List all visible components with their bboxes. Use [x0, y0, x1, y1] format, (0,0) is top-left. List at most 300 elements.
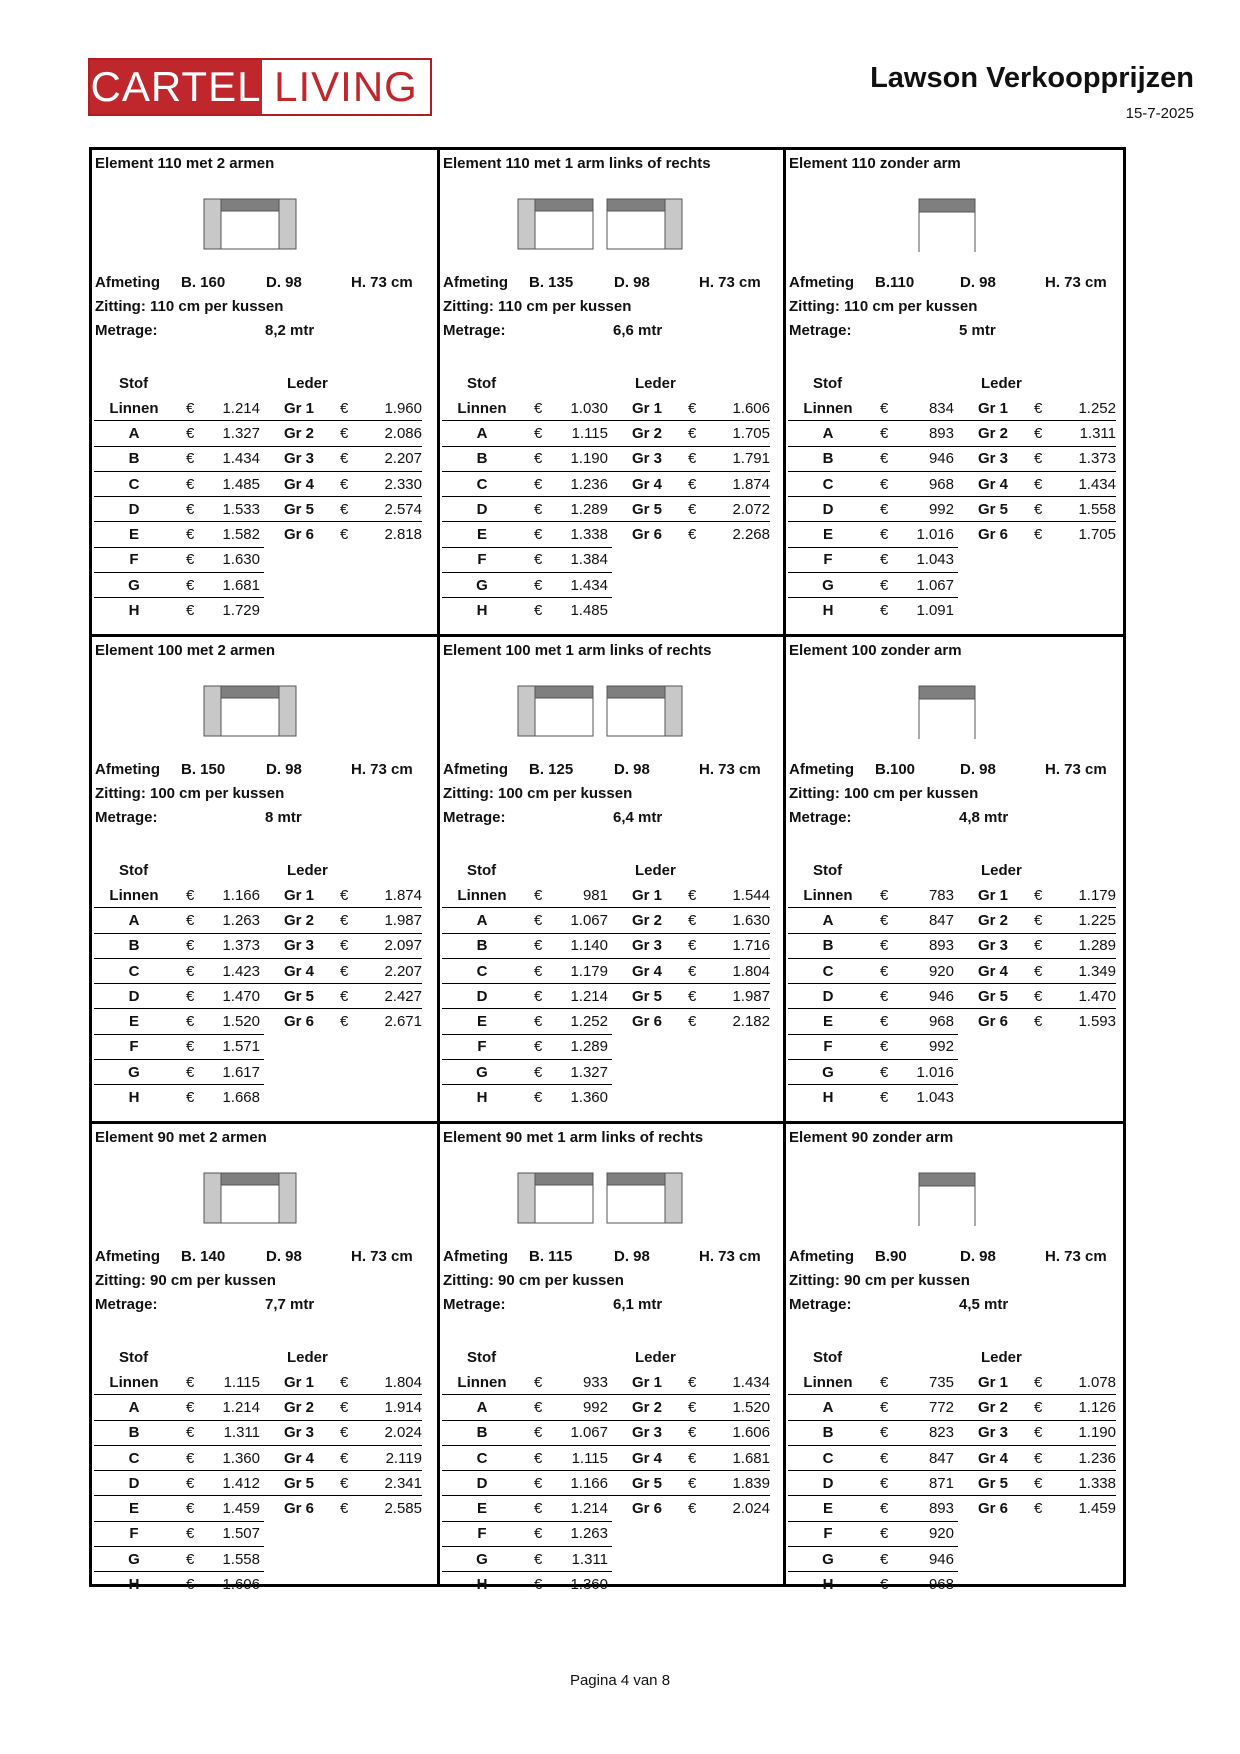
fabric-length-label: Metrage: — [789, 809, 852, 826]
fabric-price: 968 — [902, 1572, 958, 1597]
leather-price: 1.914 — [370, 1395, 422, 1420]
table-row — [442, 598, 770, 623]
right-arm-shape — [279, 199, 296, 249]
seat-label: Zitting: — [789, 1272, 840, 1289]
empty-cell — [682, 1572, 718, 1597]
fabric-price: 1.067 — [556, 1420, 612, 1445]
fabric-group-label: H — [442, 1572, 522, 1597]
fabric-price: 1.434 — [208, 446, 264, 471]
empty-cell — [612, 573, 682, 598]
fabric-group-label: G — [788, 1060, 868, 1085]
seat-row — [789, 298, 977, 315]
fabric-length-row — [95, 809, 435, 829]
leather-price: 1.874 — [718, 471, 770, 496]
empty-cell — [718, 1521, 770, 1546]
currency-symbol: € — [174, 1085, 208, 1110]
right-arm-shape — [665, 1173, 682, 1223]
empty-cell — [682, 598, 718, 623]
seat-row — [95, 785, 284, 802]
currency-symbol: € — [334, 446, 370, 471]
currency-symbol: € — [868, 421, 902, 446]
dimensions-row — [443, 761, 781, 781]
dimensions-row — [95, 274, 435, 294]
seat-label: Zitting: — [443, 298, 494, 315]
currency-symbol: € — [174, 1009, 208, 1034]
leather-group-label: Gr 3 — [958, 933, 1028, 958]
leather-price: 2.330 — [370, 471, 422, 496]
table-row — [94, 984, 422, 1009]
fabric-header: Stof — [467, 375, 497, 392]
sofa-element-diagram — [786, 1164, 1123, 1226]
currency-symbol: € — [522, 547, 556, 572]
dimensions-row — [789, 761, 1118, 781]
table-row — [442, 1496, 770, 1521]
leather-price: 1.804 — [384, 1373, 422, 1391]
currency-symbol: € — [868, 1547, 902, 1572]
leather-price: 1.289 — [1064, 933, 1116, 958]
empty-cell — [612, 1085, 682, 1110]
seat-value: 100 cm per kussen — [149, 785, 285, 802]
currency-symbol: € — [334, 958, 370, 983]
currency-symbol: € — [868, 1395, 902, 1420]
product-title: Element 100 met 2 armen — [95, 642, 276, 659]
empty-cell — [682, 1521, 718, 1546]
table-row — [94, 522, 422, 547]
leather-group-label: Gr 4 — [612, 1445, 682, 1470]
fabric-group-label: H — [94, 1085, 174, 1110]
left-arm-shape — [518, 1173, 535, 1223]
price-table — [442, 396, 770, 623]
backrest-shape — [919, 686, 975, 699]
height-value: H. 73 cm — [351, 761, 413, 778]
fabric-price: 946 — [902, 984, 958, 1009]
leather-group-label: Gr 4 — [264, 471, 334, 496]
fabric-price: 1.423 — [208, 958, 264, 983]
table-row — [94, 598, 422, 623]
currency-symbol: € — [334, 984, 370, 1009]
leather-price: 1.791 — [718, 446, 770, 471]
leather-price: 2.207 — [370, 446, 422, 471]
fabric-group-label: E — [442, 522, 522, 547]
fabric-group-label: C — [442, 471, 522, 496]
currency-symbol: € — [522, 497, 556, 522]
currency-symbol: € — [340, 886, 349, 904]
brand-logo — [88, 58, 432, 116]
backrest-shape — [607, 199, 665, 211]
fabric-group-label: G — [442, 573, 522, 598]
empty-cell — [958, 1547, 1028, 1572]
product-title: Element 100 zonder arm — [789, 642, 962, 659]
seat-value: 100 cm per kussen — [843, 785, 979, 802]
width-value: B.90 — [875, 1248, 907, 1265]
leather-price: 1.459 — [1064, 1496, 1116, 1521]
currency-symbol: € — [174, 1060, 208, 1085]
currency-symbol: € — [682, 1445, 718, 1470]
price-grid — [89, 147, 1126, 1594]
currency-symbol: € — [1028, 421, 1064, 446]
leather-group-label: Gr 2 — [958, 421, 1028, 446]
dimensions-label: Afmeting — [443, 761, 508, 778]
fabric-price: 893 — [902, 1496, 958, 1521]
fabric-group-label: A — [94, 421, 174, 446]
currency-symbol: € — [1034, 1373, 1043, 1391]
fabric-group-label: E — [788, 522, 868, 547]
product-cell — [786, 1124, 1123, 1594]
fabric-group-label: C — [94, 471, 174, 496]
currency-symbol: € — [682, 497, 718, 522]
dimensions-label: Afmeting — [95, 761, 160, 778]
currency-symbol: € — [868, 1034, 902, 1059]
leather-group-label: Gr 4 — [958, 958, 1028, 983]
fabric-price: 783 — [928, 886, 954, 904]
fabric-length-value: 4,5 mtr — [959, 1296, 1009, 1313]
fabric-price: 1.485 — [556, 598, 612, 623]
leather-group-label: Gr 1 — [631, 886, 662, 904]
dimensions-label: Afmeting — [443, 1248, 508, 1265]
empty-cell — [682, 573, 718, 598]
leather-group-label: Gr 6 — [958, 522, 1028, 547]
leather-price: 1.606 — [732, 399, 770, 417]
empty-cell — [370, 598, 422, 623]
currency-symbol: € — [868, 958, 902, 983]
currency-symbol: € — [1028, 1445, 1064, 1470]
fabric-group-label: A — [442, 421, 522, 446]
dimensions-row — [789, 1248, 1118, 1268]
leather-price: 2.585 — [370, 1496, 422, 1521]
leather-price: 1.236 — [1064, 1445, 1116, 1470]
seat-label: Zitting: — [443, 1272, 494, 1289]
dimensions-label: Afmeting — [95, 274, 160, 291]
product-cell — [440, 637, 786, 1124]
fabric-price: 1.236 — [556, 471, 612, 496]
table-row — [788, 1445, 1116, 1470]
dimensions-row — [95, 761, 435, 781]
empty-cell — [1028, 1572, 1064, 1597]
currency-symbol: € — [522, 522, 556, 547]
backrest-shape — [535, 1173, 593, 1185]
empty-cell — [958, 573, 1028, 598]
leather-price: 1.434 — [1064, 471, 1116, 496]
fabric-group-label: A — [788, 1395, 868, 1420]
fabric-group-label: B — [442, 446, 522, 471]
leather-group-label: Gr 1 — [631, 1373, 662, 1391]
fabric-group-label: G — [442, 1060, 522, 1085]
fabric-price: 1.214 — [556, 1496, 612, 1521]
fabric-price: 1.412 — [208, 1471, 264, 1496]
product-cell — [440, 1124, 786, 1594]
fabric-price: 1.214 — [556, 984, 612, 1009]
empty-cell — [334, 1060, 370, 1085]
fabric-price: 1.115 — [556, 1445, 612, 1470]
currency-symbol: € — [522, 1445, 556, 1470]
brand-logo-right: LIVING — [262, 60, 430, 114]
fabric-price: 1.067 — [902, 573, 958, 598]
right-arm-shape — [665, 686, 682, 736]
currency-symbol: € — [868, 933, 902, 958]
empty-cell — [682, 1085, 718, 1110]
table-row — [788, 1034, 1116, 1059]
width-value: B.110 — [875, 274, 915, 291]
left-arm-shape — [204, 1173, 221, 1223]
product-title: Element 90 zonder arm — [789, 1129, 954, 1146]
empty-cell — [958, 547, 1028, 572]
currency-symbol: € — [1028, 471, 1064, 496]
fabric-price: 1.459 — [208, 1496, 264, 1521]
dimensions-label: Afmeting — [789, 274, 854, 291]
fabric-price: 1.558 — [208, 1547, 264, 1572]
table-row — [94, 1521, 422, 1546]
currency-symbol: € — [868, 1060, 902, 1085]
seat-row — [443, 298, 631, 315]
page-number: Pagina 4 van 8 — [569, 1672, 671, 1689]
brand-logo-left: CARTEL — [90, 60, 262, 114]
leather-group-label: Gr 5 — [264, 984, 334, 1009]
fabric-group-label: Linnen — [109, 399, 159, 417]
empty-cell — [334, 1572, 370, 1597]
fabric-group-label: E — [442, 1009, 522, 1034]
depth-value: D. 98 — [266, 1248, 302, 1265]
table-row — [94, 1547, 422, 1572]
leather-group-label: Gr 5 — [264, 1471, 334, 1496]
product-title: Element 110 met 2 armen — [95, 155, 275, 172]
fabric-header: Stof — [813, 375, 843, 392]
fabric-header: Stof — [119, 1349, 149, 1366]
fabric-group-label: E — [788, 1009, 868, 1034]
currency-symbol: € — [1028, 1471, 1064, 1496]
table-row — [442, 396, 770, 421]
table-row — [94, 883, 422, 908]
right-arm-shape — [665, 199, 682, 249]
fabric-length-value: 6,6 mtr — [613, 322, 663, 339]
leather-group-label: Gr 5 — [612, 984, 682, 1009]
leather-price: 2.427 — [370, 984, 422, 1009]
empty-cell — [718, 547, 770, 572]
table-row — [94, 958, 422, 983]
dimensions-row — [443, 274, 781, 294]
table-row — [788, 1496, 1116, 1521]
height-value: H. 73 cm — [351, 1248, 413, 1265]
dimensions-label: Afmeting — [789, 761, 854, 778]
leather-group-label: Gr 6 — [612, 522, 682, 547]
leather-price: 1.190 — [1064, 1420, 1116, 1445]
leather-price: 1.078 — [1078, 1373, 1116, 1391]
fabric-group-label: F — [94, 1034, 174, 1059]
empty-cell — [264, 1034, 334, 1059]
table-row — [94, 446, 422, 471]
fabric-group-label: B — [788, 446, 868, 471]
fabric-group-label: B — [94, 1420, 174, 1445]
currency-symbol: € — [174, 446, 208, 471]
table-row — [94, 573, 422, 598]
fabric-group-label: D — [442, 984, 522, 1009]
table-row — [94, 1471, 422, 1496]
fabric-price: 992 — [556, 1395, 612, 1420]
fabric-price: 1.289 — [556, 1034, 612, 1059]
seat-row — [443, 1272, 624, 1289]
empty-cell — [612, 1521, 682, 1546]
seat-row — [95, 298, 283, 315]
currency-symbol: € — [174, 984, 208, 1009]
price-table — [94, 396, 422, 623]
fabric-group-label: F — [788, 1034, 868, 1059]
leather-group-label: Gr 3 — [264, 1420, 334, 1445]
currency-symbol: € — [522, 1060, 556, 1085]
fabric-group-label: D — [788, 497, 868, 522]
currency-symbol: € — [522, 1496, 556, 1521]
empty-cell — [1064, 598, 1116, 623]
currency-symbol: € — [868, 446, 902, 471]
leather-group-label: Gr 2 — [612, 421, 682, 446]
left-arm-shape — [518, 686, 535, 736]
leather-group-label: Gr 1 — [283, 1373, 314, 1391]
currency-symbol: € — [522, 1085, 556, 1110]
table-row — [442, 1370, 770, 1395]
left-arm-shape — [204, 199, 221, 249]
width-value: B. 115 — [529, 1248, 573, 1265]
currency-symbol: € — [1028, 1420, 1064, 1445]
depth-value: D. 98 — [960, 1248, 996, 1265]
table-row — [788, 1370, 1116, 1395]
fabric-price: 1.263 — [556, 1521, 612, 1546]
fabric-group-label: F — [442, 1034, 522, 1059]
product-title: Element 90 met 1 arm links of rechts — [443, 1129, 704, 1146]
fabric-price: 1.327 — [208, 421, 264, 446]
fabric-price: 933 — [582, 1373, 608, 1391]
width-value: B. 150 — [181, 761, 226, 778]
currency-symbol: € — [522, 598, 556, 623]
currency-symbol: € — [1028, 446, 1064, 471]
fabric-group-label: A — [94, 1395, 174, 1420]
backrest-shape — [607, 1173, 665, 1185]
fabric-price: 1.016 — [902, 522, 958, 547]
leather-price: 1.874 — [384, 886, 422, 904]
fabric-group-label: Linnen — [457, 1373, 507, 1391]
empty-cell — [718, 1060, 770, 1085]
currency-symbol: € — [868, 471, 902, 496]
table-row — [442, 1471, 770, 1496]
fabric-price: 1.289 — [556, 497, 612, 522]
height-value: H. 73 cm — [699, 1248, 761, 1265]
leather-group-label: Gr 6 — [612, 1496, 682, 1521]
leather-header: Leder — [287, 1349, 328, 1366]
price-table — [788, 396, 1116, 623]
currency-symbol: € — [174, 1496, 208, 1521]
leather-price: 1.804 — [718, 958, 770, 983]
fabric-group-label: E — [442, 1496, 522, 1521]
currency-symbol: € — [334, 908, 370, 933]
dimensions-label: Afmeting — [789, 1248, 854, 1265]
empty-cell — [682, 547, 718, 572]
seat-row — [789, 1272, 970, 1289]
empty-cell — [1064, 1572, 1116, 1597]
fabric-length-value: 7,7 mtr — [265, 1296, 315, 1313]
currency-symbol: € — [522, 1547, 556, 1572]
empty-cell — [370, 1521, 422, 1546]
currency-symbol: € — [186, 1373, 195, 1391]
product-cell — [92, 637, 440, 1124]
currency-symbol: € — [522, 933, 556, 958]
sofa-element-diagram — [92, 1164, 437, 1226]
table-row — [788, 421, 1116, 446]
seat-label: Zitting: — [95, 785, 146, 802]
leather-price: 1.311 — [1064, 421, 1116, 446]
leather-price: 1.338 — [1064, 1471, 1116, 1496]
left-arm-shape — [518, 199, 535, 249]
height-value: H. 73 cm — [1045, 761, 1107, 778]
fabric-price: 893 — [902, 421, 958, 446]
fabric-length-value: 6,4 mtr — [613, 809, 663, 826]
leather-price: 1.606 — [718, 1420, 770, 1445]
currency-symbol: € — [174, 1471, 208, 1496]
empty-cell — [612, 547, 682, 572]
empty-cell — [1028, 598, 1064, 623]
fabric-price: 847 — [902, 908, 958, 933]
fabric-price: 992 — [902, 497, 958, 522]
fabric-length-value: 8 mtr — [265, 809, 302, 826]
fabric-length-row — [95, 322, 435, 342]
currency-symbol: € — [534, 886, 543, 904]
leather-price: 1.705 — [1064, 522, 1116, 547]
fabric-price: 1.166 — [556, 1471, 612, 1496]
fabric-price: 1.533 — [208, 497, 264, 522]
backrest-shape — [607, 686, 665, 698]
table-row — [94, 1034, 422, 1059]
table-row — [94, 1572, 422, 1597]
table-row — [788, 883, 1116, 908]
table-row — [442, 1395, 770, 1420]
currency-symbol: € — [334, 1009, 370, 1034]
fabric-price: 772 — [902, 1395, 958, 1420]
leather-group-label: Gr 5 — [958, 1471, 1028, 1496]
leather-group-label: Gr 1 — [631, 399, 662, 417]
table-row — [442, 471, 770, 496]
fabric-price: 1.617 — [208, 1060, 264, 1085]
fabric-length-label: Metrage: — [443, 809, 506, 826]
right-arm-shape — [279, 1173, 296, 1223]
fabric-group-label: H — [442, 598, 522, 623]
currency-symbol: € — [174, 421, 208, 446]
leather-group-label: Gr 5 — [612, 1471, 682, 1496]
currency-symbol: € — [868, 497, 902, 522]
fabric-length-row — [789, 809, 1118, 829]
sofa-element-diagram — [440, 190, 783, 252]
empty-cell — [1064, 1521, 1116, 1546]
leather-group-label: Gr 6 — [958, 1009, 1028, 1034]
currency-symbol: € — [174, 1395, 208, 1420]
fabric-price: 1.166 — [222, 886, 260, 904]
currency-symbol: € — [174, 471, 208, 496]
currency-symbol: € — [1028, 1395, 1064, 1420]
fabric-price: 1.043 — [902, 1085, 958, 1110]
fabric-length-label: Metrage: — [789, 322, 852, 339]
leather-price: 2.119 — [370, 1445, 422, 1470]
leather-group-label: Gr 4 — [264, 1445, 334, 1470]
fabric-group-label: B — [442, 1420, 522, 1445]
currency-symbol: € — [868, 1572, 902, 1597]
table-row — [442, 984, 770, 1009]
fabric-price: 847 — [902, 1445, 958, 1470]
currency-symbol: € — [1028, 1496, 1064, 1521]
seat-value: 110 cm per kussen — [149, 298, 284, 315]
table-row — [94, 497, 422, 522]
fabric-header: Stof — [813, 862, 843, 879]
seat-label: Zitting: — [789, 785, 840, 802]
empty-cell — [958, 1034, 1028, 1059]
currency-symbol: € — [522, 1471, 556, 1496]
empty-cell — [682, 1547, 718, 1572]
leather-group-label: Gr 6 — [612, 1009, 682, 1034]
currency-symbol: € — [682, 421, 718, 446]
